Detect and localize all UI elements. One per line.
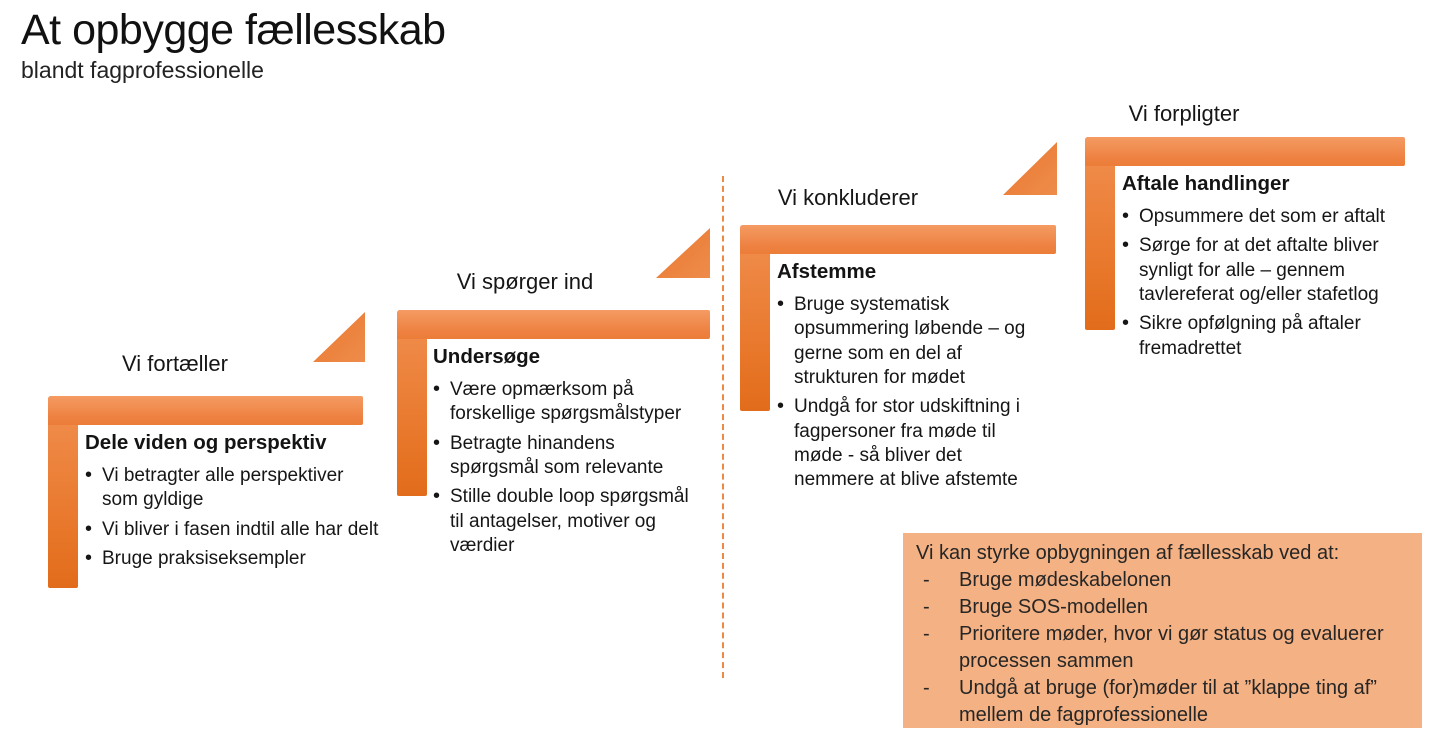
bullet-item: • Vi bliver i fasen indtil alle har delt: [85, 518, 381, 542]
bullet-item: • Betragte hinandens spørgsmål som relevante: [433, 432, 701, 481]
step-2-heading: Undersøge: [433, 345, 541, 368]
summary-item: - Bruge mødeskabelonen: [916, 567, 1410, 594]
summary-item: - Undgå at bruge (for)møder til at ”klappe ting af” mellem de fagprofessionelle: [916, 675, 1410, 729]
step-1-bullet-list: [85, 464, 381, 571]
step-4-heading: Aftale handlinger: [1122, 172, 1290, 195]
step-3-label: Vi konkluderer: [777, 185, 919, 210]
bullet-item: • Vi betragter alle perspektiver som gyldige: [85, 464, 381, 513]
step-3-bullet-list: [777, 293, 1041, 493]
bullet-item: • Bruge praksiseksempler: [85, 547, 381, 571]
step-4-label: Vi forpligter: [1128, 101, 1240, 126]
bullet-item: • Sikre opfølgning på aftaler fremadrettet: [1122, 312, 1410, 361]
summary-box-list: [916, 567, 1410, 729]
step-connector-triangle-icon: [656, 228, 710, 278]
step-3-bracket-horizontal-bar: [740, 225, 1056, 254]
step-2-bullet-list: [433, 378, 701, 558]
step-4-content: [1122, 172, 1410, 366]
bullet-item: • Være opmærksom på forskellige spørgsmålstyper: [433, 378, 701, 427]
bullet-item: • Undgå for stor udskiftning i fagpersoner fra møde til møde - så bliver det nemmere at blive afstemte: [777, 395, 1041, 492]
summary-box: [903, 533, 1422, 728]
summary-box-title: Vi kan styrke opbygningen af fællesskab ved at:: [916, 542, 1340, 564]
title-block: [21, 6, 446, 84]
step-4-bullet-list: [1122, 205, 1410, 361]
step-2-content: [433, 345, 701, 563]
slide-title: At opbygge fællesskab: [21, 6, 446, 54]
bullet-item: • Sørge for at det aftalte bliver synligt for alle – gennem tavlereferat og/eller stafetlog: [1122, 234, 1410, 307]
step-2-bracket-horizontal-bar: [397, 310, 710, 339]
step-1-label: Vi fortæller: [122, 351, 228, 376]
slide-subtitle: blandt fagprofessionelle: [21, 57, 264, 84]
bullet-item: • Bruge systematisk opsummering løbende – og gerne som en del af strukturen for mødet: [777, 293, 1041, 390]
phase-divider-dashed-line: [722, 176, 724, 678]
step-3-heading: Afstemme: [777, 260, 877, 283]
bullet-item: • Stille double loop spørgsmål til antagelser, motiver og værdier: [433, 485, 701, 558]
step-3-content: [777, 260, 1041, 498]
step-connector-triangle-icon: [1003, 142, 1057, 195]
step-connector-triangle-icon: [313, 312, 365, 362]
step-2-label: Vi spørger ind: [456, 269, 594, 294]
summary-item: - Bruge SOS-modellen: [916, 594, 1410, 621]
step-4-bracket-horizontal-bar: [1085, 137, 1405, 166]
summary-item: - Prioritere møder, hvor vi gør status og evaluerer processen sammen: [916, 621, 1410, 675]
step-1-content: [85, 431, 381, 576]
step-1-heading: Dele viden og perspektiv: [85, 431, 327, 454]
step-1-bracket-horizontal-bar: [48, 396, 363, 425]
bullet-item: • Opsummere det som er aftalt: [1122, 205, 1410, 229]
